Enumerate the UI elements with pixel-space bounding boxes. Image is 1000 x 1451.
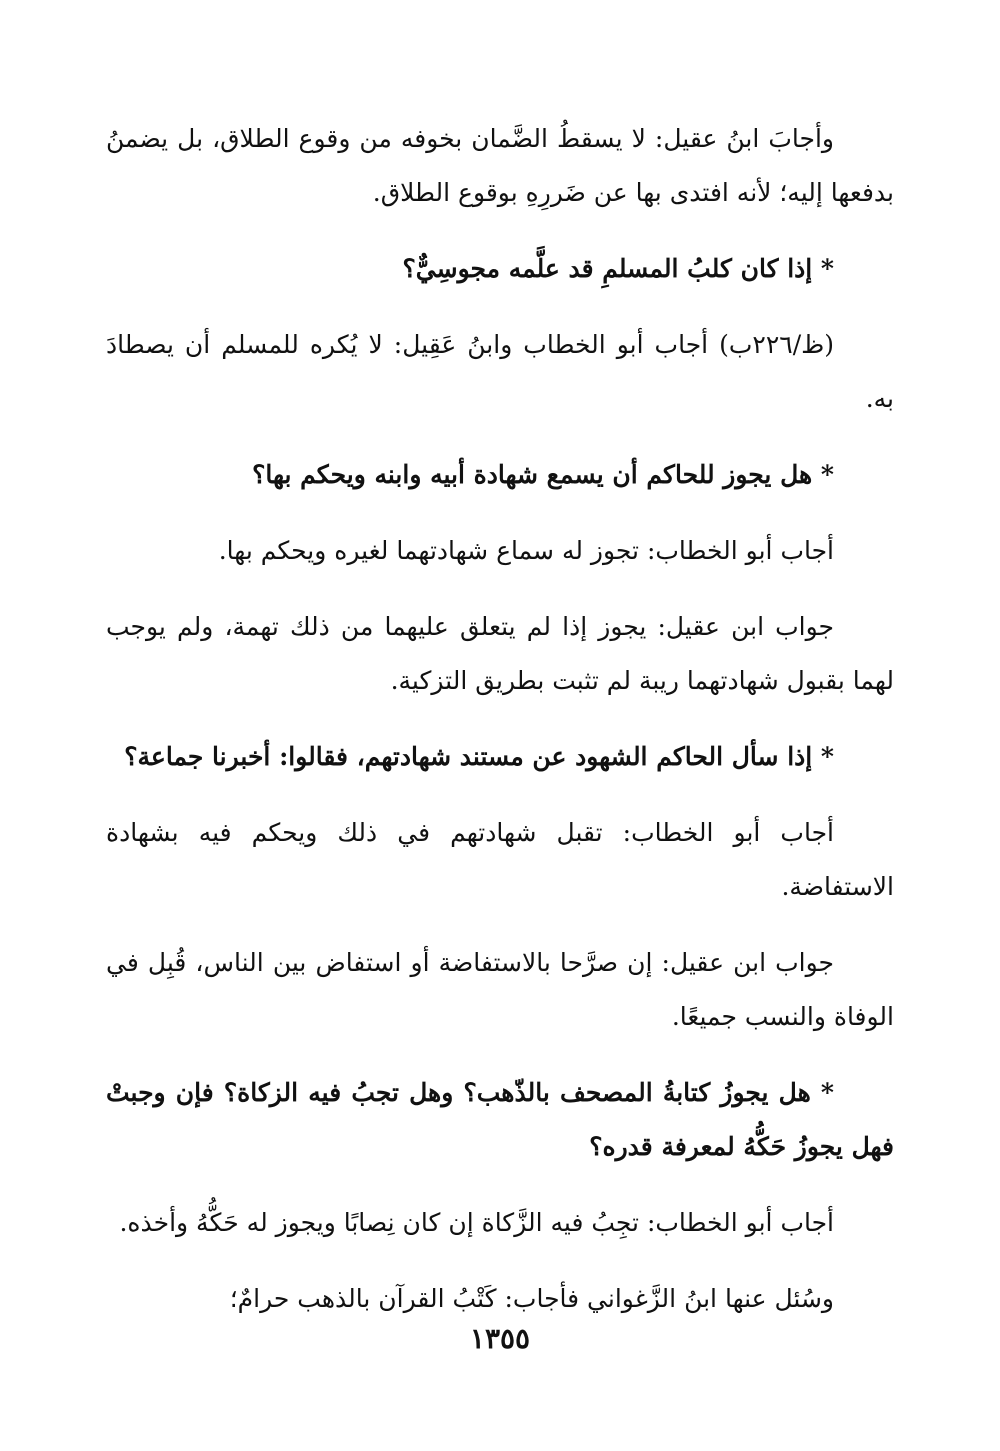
question-heading: * هل يجوزُ كتابةُ المصحف بالذّهب؟ وهل تجبُ فيه الزكاة؟ فإن وجبتْ فهل يجوزُ حَكُّهُ لمعرفة قدره؟ <box>106 1078 894 1161</box>
answer-paragraph: جواب ابن عقيل: إن صرَّحا بالاستفاضة أو استفاض بين الناس، قُبِل في الوفاة والنسب جميعًا. <box>106 948 894 1031</box>
answer-paragraph: جواب ابن عقيل: يجوز إذا لم يتعلق عليهما من ذلك تهمة، ولم يوجب لهما بقبول شهادتهما ريبة لم تثبت بطريق التزكية. <box>106 612 894 695</box>
question-heading: * إذا سأل الحاكم الشهود عن مستند شهادتهم، فقالوا: أخبرنا جماعة؟ <box>124 742 834 771</box>
answer-paragraph: (ظ/٢٢٦ب) أجاب أبو الخطاب وابنُ عَقِيل: لا يُكره للمسلم أن يصطادَ به. <box>106 330 894 413</box>
answer-paragraph: أجاب أبو الخطاب: تجوز له سماع شهادتهما لغيره ويحكم بها. <box>218 536 834 565</box>
question-heading: * إذا كان كلبُ المسلمِ قد علَّمه مجوسِيٌّ؟ <box>402 254 834 283</box>
answer-paragraph: وأجابَ ابنُ عقيل: لا يسقطُ الضَّمان بخوفه من وقوع الطلاق، بل يضمنُ بدفعها إليه؛ لأنه افتدى بها عن ضَررِهِ بوقوع الطلاق. <box>106 124 894 207</box>
answer-paragraph: أجاب أبو الخطاب: تجِبُ فيه الزَّكاة إن كان نِصابًا ويجوز له حَكُّهُ وأخذه. <box>119 1208 834 1237</box>
answer-paragraph: وسُئل عنها ابنُ الزَّغواني فأجاب: كَتْبُ القرآن بالذهب حرامٌ؛ <box>229 1284 834 1313</box>
page-number: ١٣٥٥ <box>469 1322 531 1355</box>
question-heading: * هل يجوز للحاكم أن يسمع شهادة أبيه وابنه ويحكم بها؟ <box>252 460 834 489</box>
answer-paragraph: أجاب أبو الخطاب: تقبل شهادتهم في ذلك ويحكم فيه بشهادة الاستفاضة. <box>106 818 894 901</box>
